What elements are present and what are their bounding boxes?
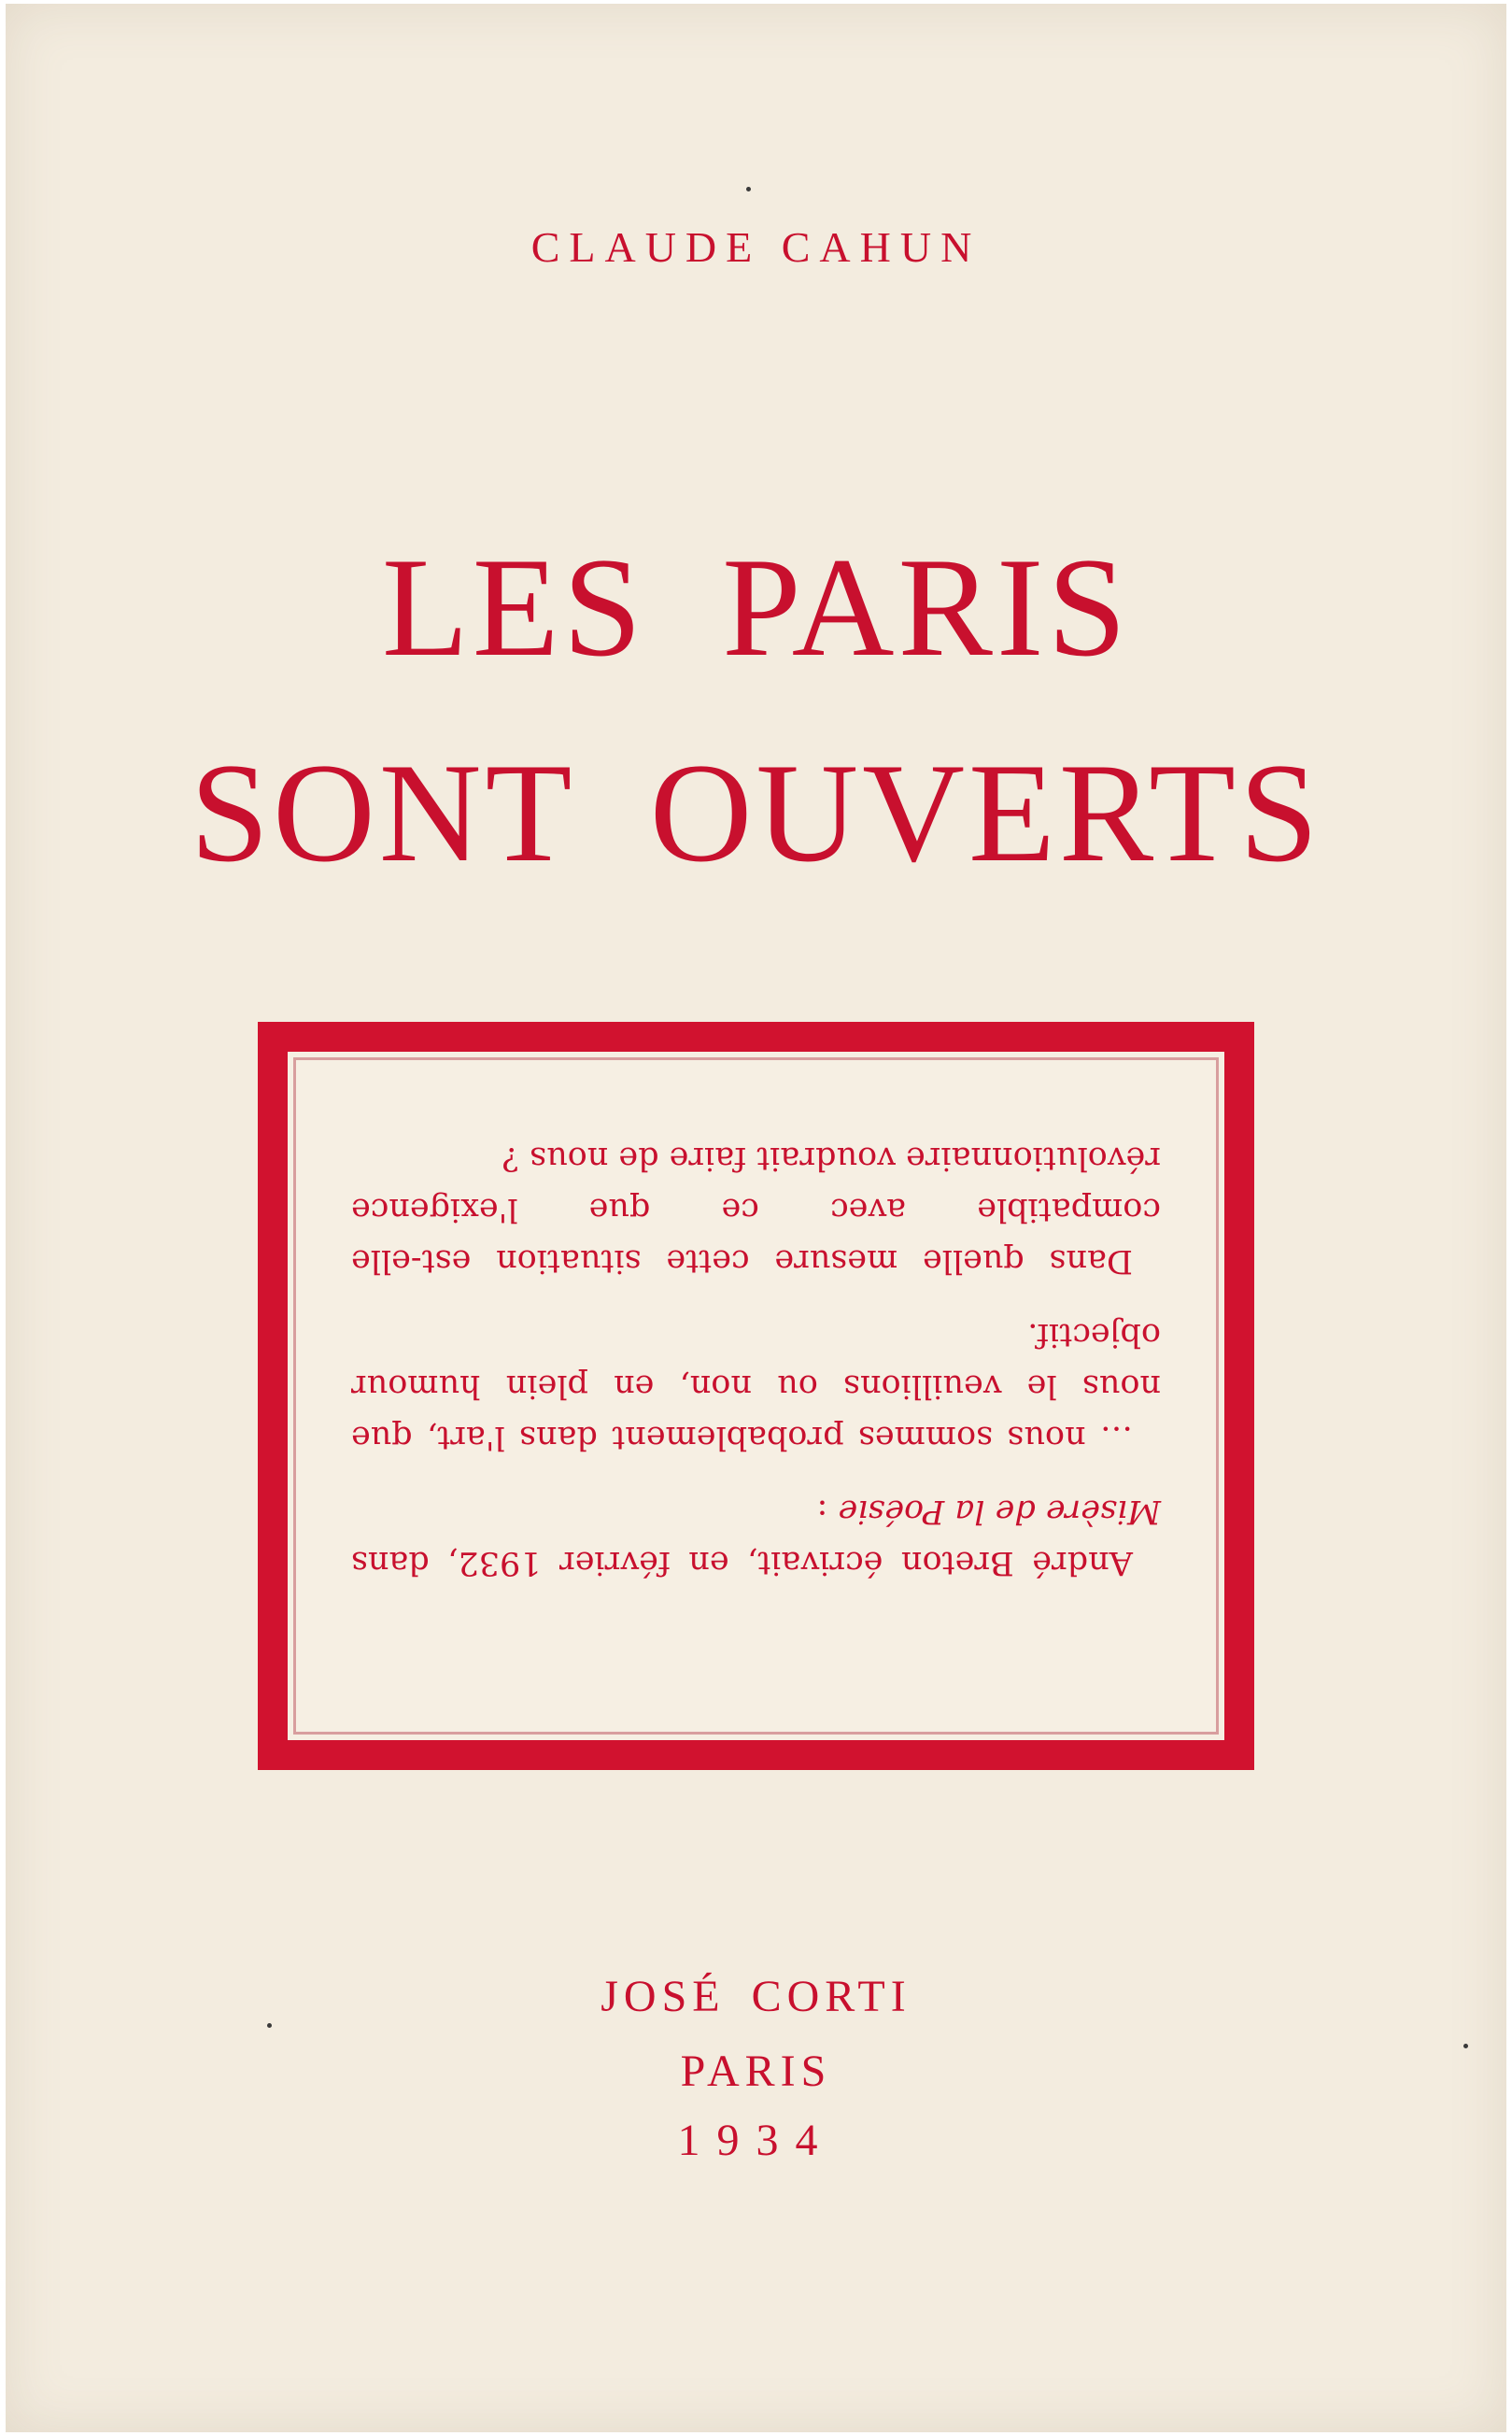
publication-year: 1934 — [677, 2116, 835, 2165]
quote-intro — [351, 1485, 1161, 1588]
publisher-city: PARIS — [680, 2047, 832, 2096]
paper-speck — [746, 187, 751, 191]
title-line-1: LES PARIS — [381, 529, 1131, 686]
author-name: CLAUDE CAHUN — [530, 223, 982, 271]
paper-speck — [1463, 2044, 1468, 2048]
quote-frame — [258, 1022, 1254, 1770]
quote-source-title: Misère de la Poésie — [838, 1493, 1161, 1530]
quote-paragraph-2: Dans quelle mesure cette situation est-elle compatible avec ce que l'exigence révolutionnaire voudrait faire de nous ? — [351, 1140, 1161, 1280]
paper-speck — [267, 2023, 272, 2028]
publisher-name: JOSÉ CORTI — [601, 1972, 911, 2021]
quote-intro-text: André Breton écrivait, en février 1932, dans — [351, 1544, 1133, 1581]
quote-intro-colon: : — [816, 1493, 839, 1530]
book-cover — [6, 4, 1506, 2432]
title-line-2: SONT OUVERTS — [190, 734, 1322, 891]
quote-paragraph-1: … nous sommes probablement dans l'art, que nous le veuillions ou non, en plein humour objectif. — [351, 1316, 1161, 1456]
upside-down-quote — [351, 1132, 1161, 1588]
